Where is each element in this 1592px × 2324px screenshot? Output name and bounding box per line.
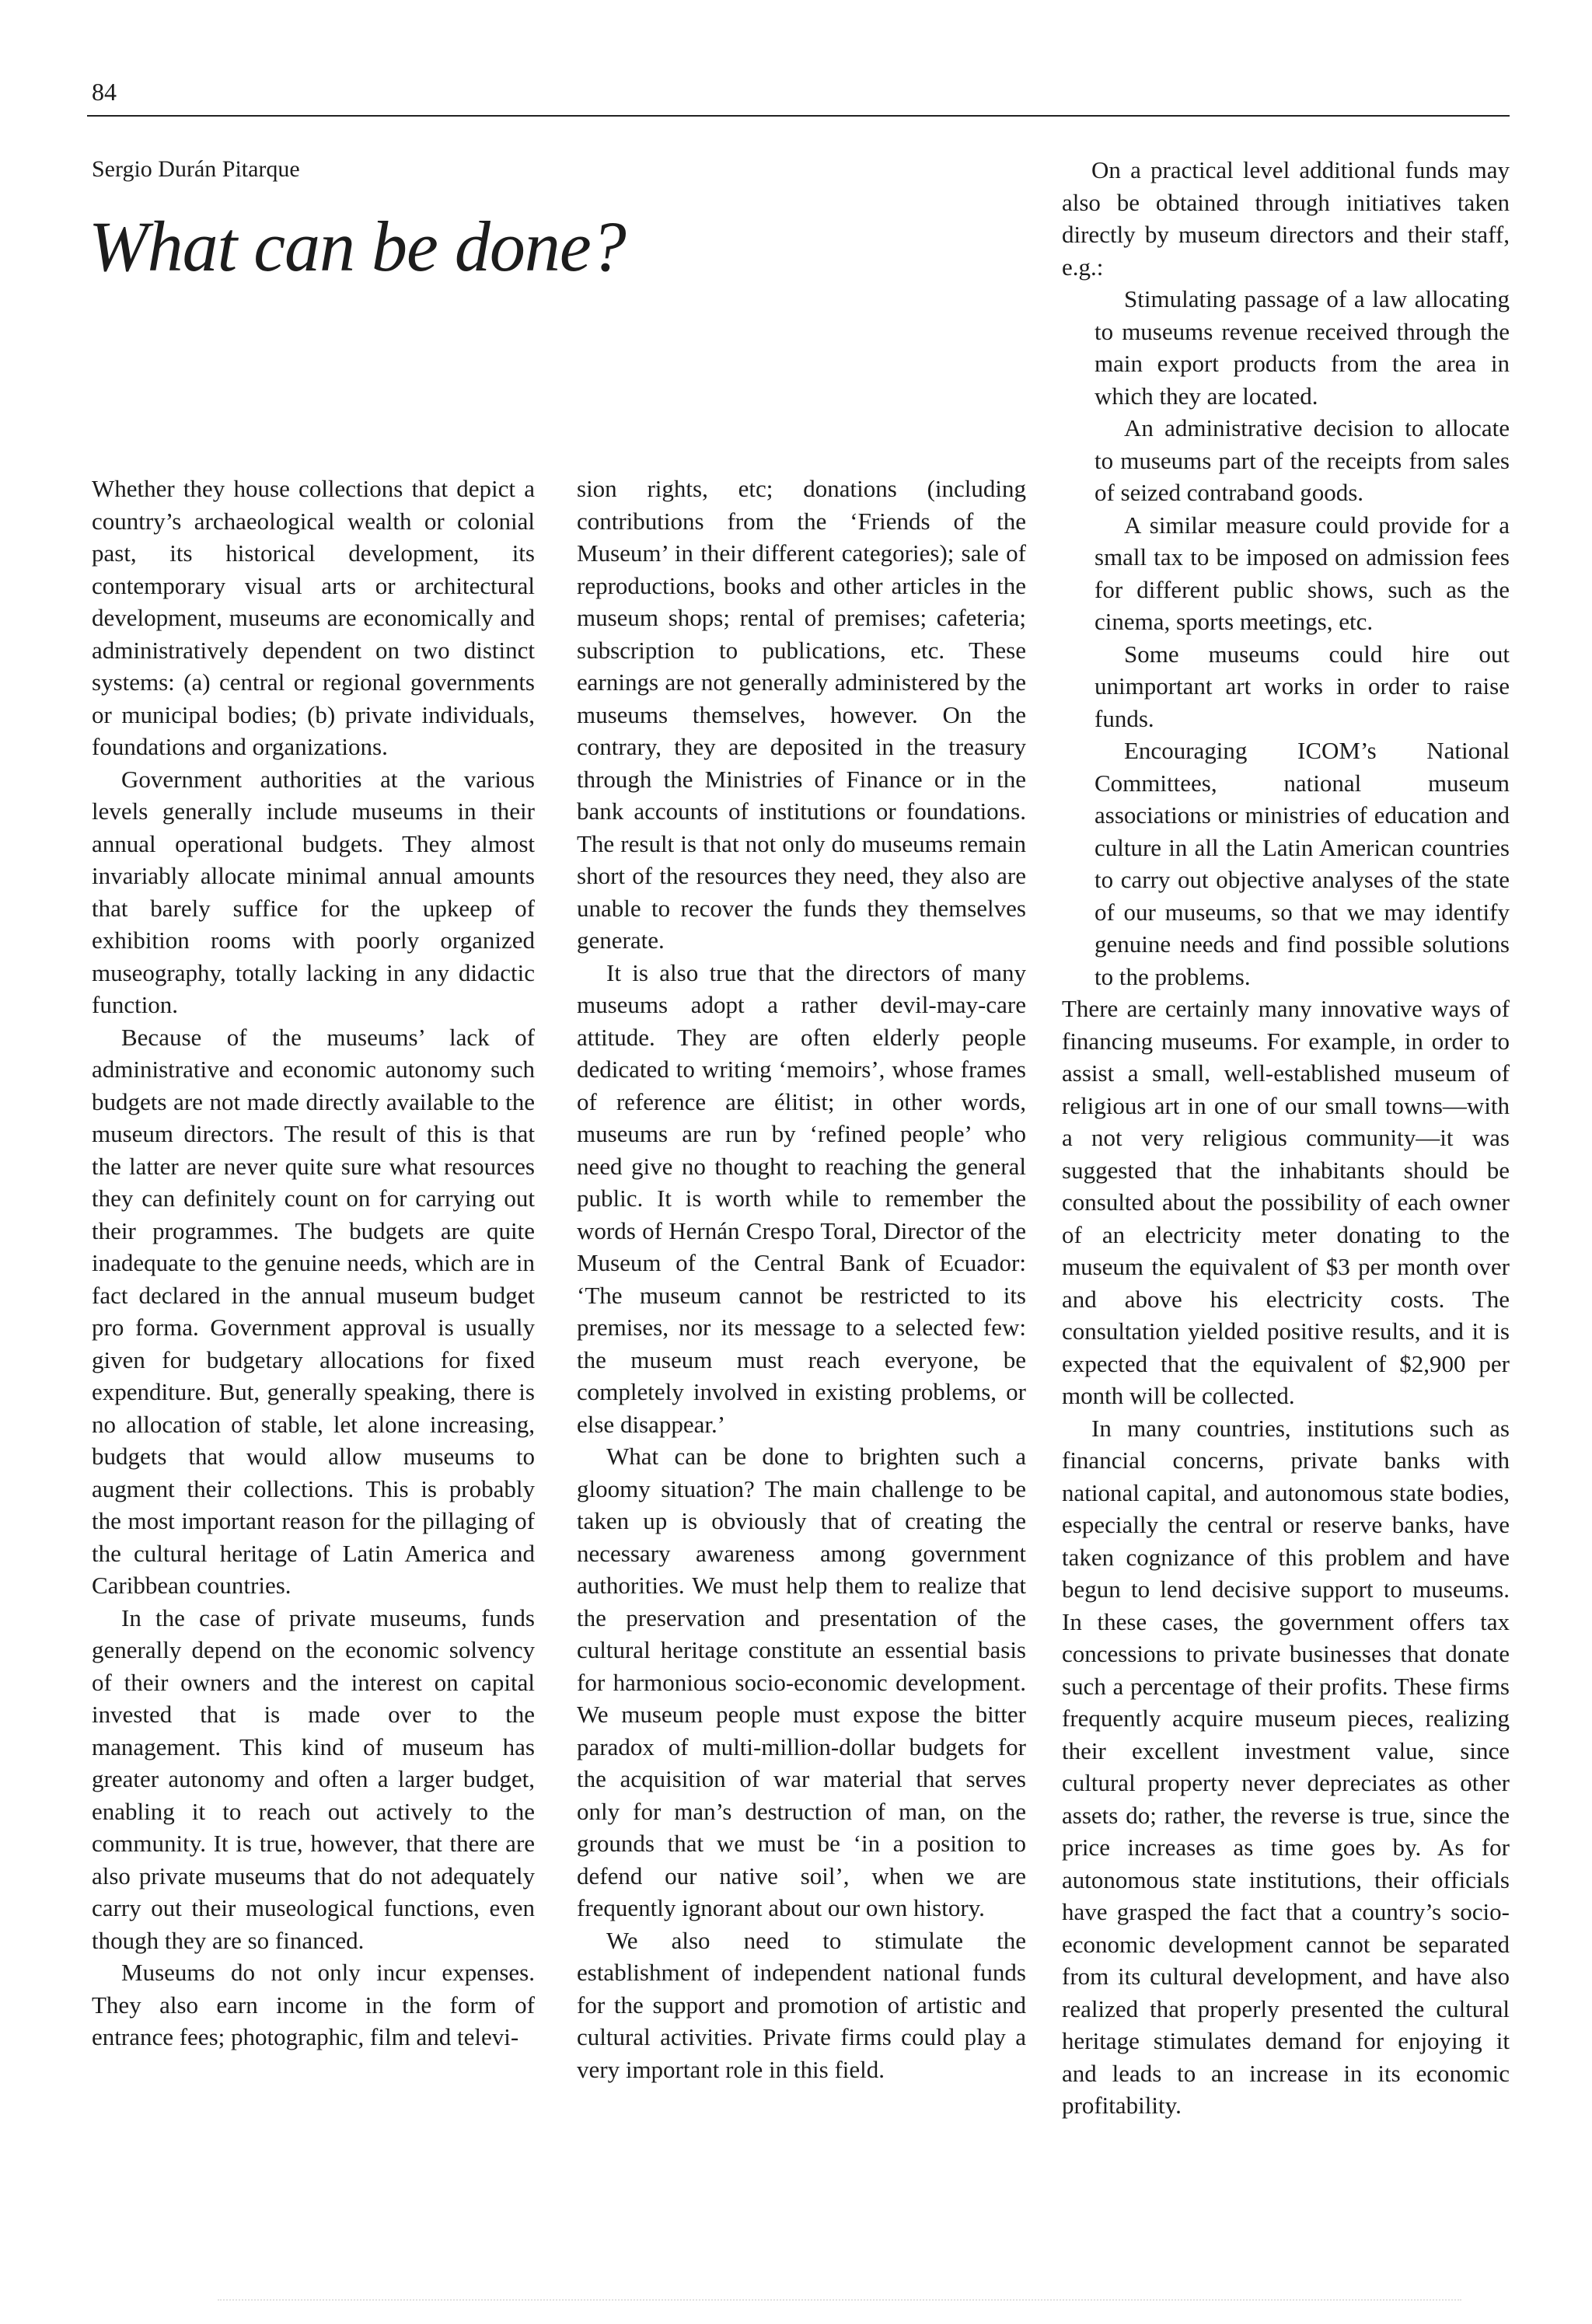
page-number: 84 xyxy=(92,78,117,106)
list-item: An administrative decision to allocate to museums part of the receipts from sales of seized contraband goods. xyxy=(1094,414,1510,506)
paragraph: In the case of private museums, funds generally depend on the economic solvency of their owners and the interest on capital invested that is made over to the management. This kind of museum has greater autonomy and often a larger budget, enabling it to reach out actively to the community. It is true, however, that there are also private museums that do not adequately carry out their museological functions, even though they are so financed. xyxy=(92,1603,535,1954)
paragraph: sion rights, etc; donations (including contributions from the ‘Friends of the Museum’ in their different categories); sale of reproductions, books and other articles in the museum shops; rental of premises; cafeteria; subscription to publications, etc. These earnings are not generally administered by the museums themselves, however. On the contrary, they are deposited in the treasury through the Ministries of Finance or in the bank accounts of institutions or foundations. The result is that not only do museums remain short of the resources they need, they also are unable to recover the funds they themselves generate. xyxy=(577,475,1026,954)
text-column-middle xyxy=(577,473,1026,2085)
paragraph: There are certainly many innovative ways of financing museums. For example, in order to assist a small, well-established museum of religious art in one of our small towns—with a not very religious community—it was suggested that the inhabitants should be consulted about the possibility of each owner of an electricity meter donating to the museum the equivalent of $3 per month over and above his electricity costs. The consultation yielded positive results, and it is expected that the equivalent of $2,900 per month will be collected. xyxy=(1062,995,1510,1409)
list-item: Encouraging ICOM’s National Committees, national museum associations or ministries of education and culture in all the Latin American countries to carry out objective analyses of the state of our museums, so that we may identify genuine needs and find possible solutions to the problems. xyxy=(1094,737,1510,990)
paragraph: Whether they house collections that depict a country’s archaeological wealth or colonial past, its historical development, its contemporary visual arts or architectural development, museums are economically and administratively dependent on two distinct systems: (a) central or regional governments or municipal bodies; (b) private individuals, foundations and organizations. xyxy=(92,475,535,760)
scan-artifact xyxy=(218,2299,1461,2307)
article-author: Sergio Durán Pitarque xyxy=(92,156,300,182)
paragraph: Because of the museums’ lack of administrative and economic autonomy such budgets are not made directly available to the museum directors. The result of this is that the latter are never quite sure what resources they can definitely count on for carrying out their programmes. The budgets are quite inadequate to the genuine needs, which are in fact declared in the annual museum budget pro forma. Government approval is usually given for budgetary allocations for fixed expenditure. But, generally speaking, there is no allocation of stable, let alone increasing, budgets that would allow museums to augment their collections. This is probably the most important reason for the pillaging of the cultural heritage of Latin America and Caribbean countries. xyxy=(92,1023,535,1599)
article-title: What can be done? xyxy=(89,207,626,286)
paragraph: On a practical level additional funds may also be obtained through initiatives taken directly by museum directors and their staff, e.g.: xyxy=(1062,156,1510,281)
header-rule xyxy=(87,115,1510,117)
paragraph: What can be done to brighten such a gloomy situation? The main challenge to be taken up is obviously that of creating the necessary awareness among government authorities. We must help them to realize that the preservation and presentation of the cultural heritage constitute an essential basis for harmonious socio-economic development. We museum people must expose the bitter paradox of multi-million-dollar budgets for the acquisition of war material that serves only for man’s destruction of man, on the grounds that we must be ‘in a position to defend our native soil’, when we are frequently ignorant about our own history. xyxy=(577,1443,1026,1921)
text-column-left xyxy=(92,473,535,2054)
list-item: A similar measure could provide for a small tax to be imposed on admission fees for different public shows, such as the cinema, sports meetings, etc. xyxy=(1094,511,1510,635)
funding-list xyxy=(1062,283,1510,993)
paragraph: Government authorities at the various levels generally include museums in their annual operational budgets. They almost invariably allocate minimal annual amounts that barely suffice for the upkeep of exhibition rooms with poorly organized museography, totally lacking in any didactic function. xyxy=(92,765,535,1018)
paragraph: Museums do not only incur expenses. They also earn income in the form of entrance fees; photographic, film and televi- xyxy=(92,1959,535,2050)
paragraph: It is also true that the directors of many museums adopt a rather devil-may-care attitude. They are often elderly people dedicated to writing ‘memoirs’, whose frames of reference are élitist; in other words, museums are run by ‘refined people’ who need give no thought to reaching the general public. It is worth while to remember the words of Hernán Crespo Toral, Director of the Museum of the Central Bank of Ecuador: ‘The museum cannot be restricted to its premises, nor its message to a selected few: the museum must reach everyone, be completely involved in existing problems, or else disappear.’ xyxy=(577,958,1026,1438)
paragraph: We also need to stimulate the establishment of independent national funds for the support and promotion of artistic and cultural activities. Private firms could play a very important role in this field. xyxy=(577,1926,1026,2083)
list-item: Some museums could hire out unimportant art works in order to raise funds. xyxy=(1094,640,1510,732)
list-item: Stimulating passage of a law allocating to museums revenue received through the main export products from the area in which they are located. xyxy=(1094,285,1510,410)
text-column-right xyxy=(1062,154,1510,2122)
paragraph: In many countries, institutions such as financial concerns, private banks with national capital, and autonomous state bodies, especially the central or reserve banks, have taken cognizance of this problem and have begun to lend decisive support to museums. In these cases, the government offers tax concessions to private businesses that donate such a percentage of their profits. These firms frequently acquire museum pieces, realizing their excellent investment value, since cultural property never depreciates as other assets do; rather, the reverse is true, since the price increases as time goes by. As for autonomous state institutions, their officials have grasped the fact that a country’s socio-economic development cannot be separated from its cultural development, and have also realized that properly presented the cultural heritage stimulates demand for enjoying it and leads to an increase in its economic profitability. xyxy=(1062,1414,1510,2119)
